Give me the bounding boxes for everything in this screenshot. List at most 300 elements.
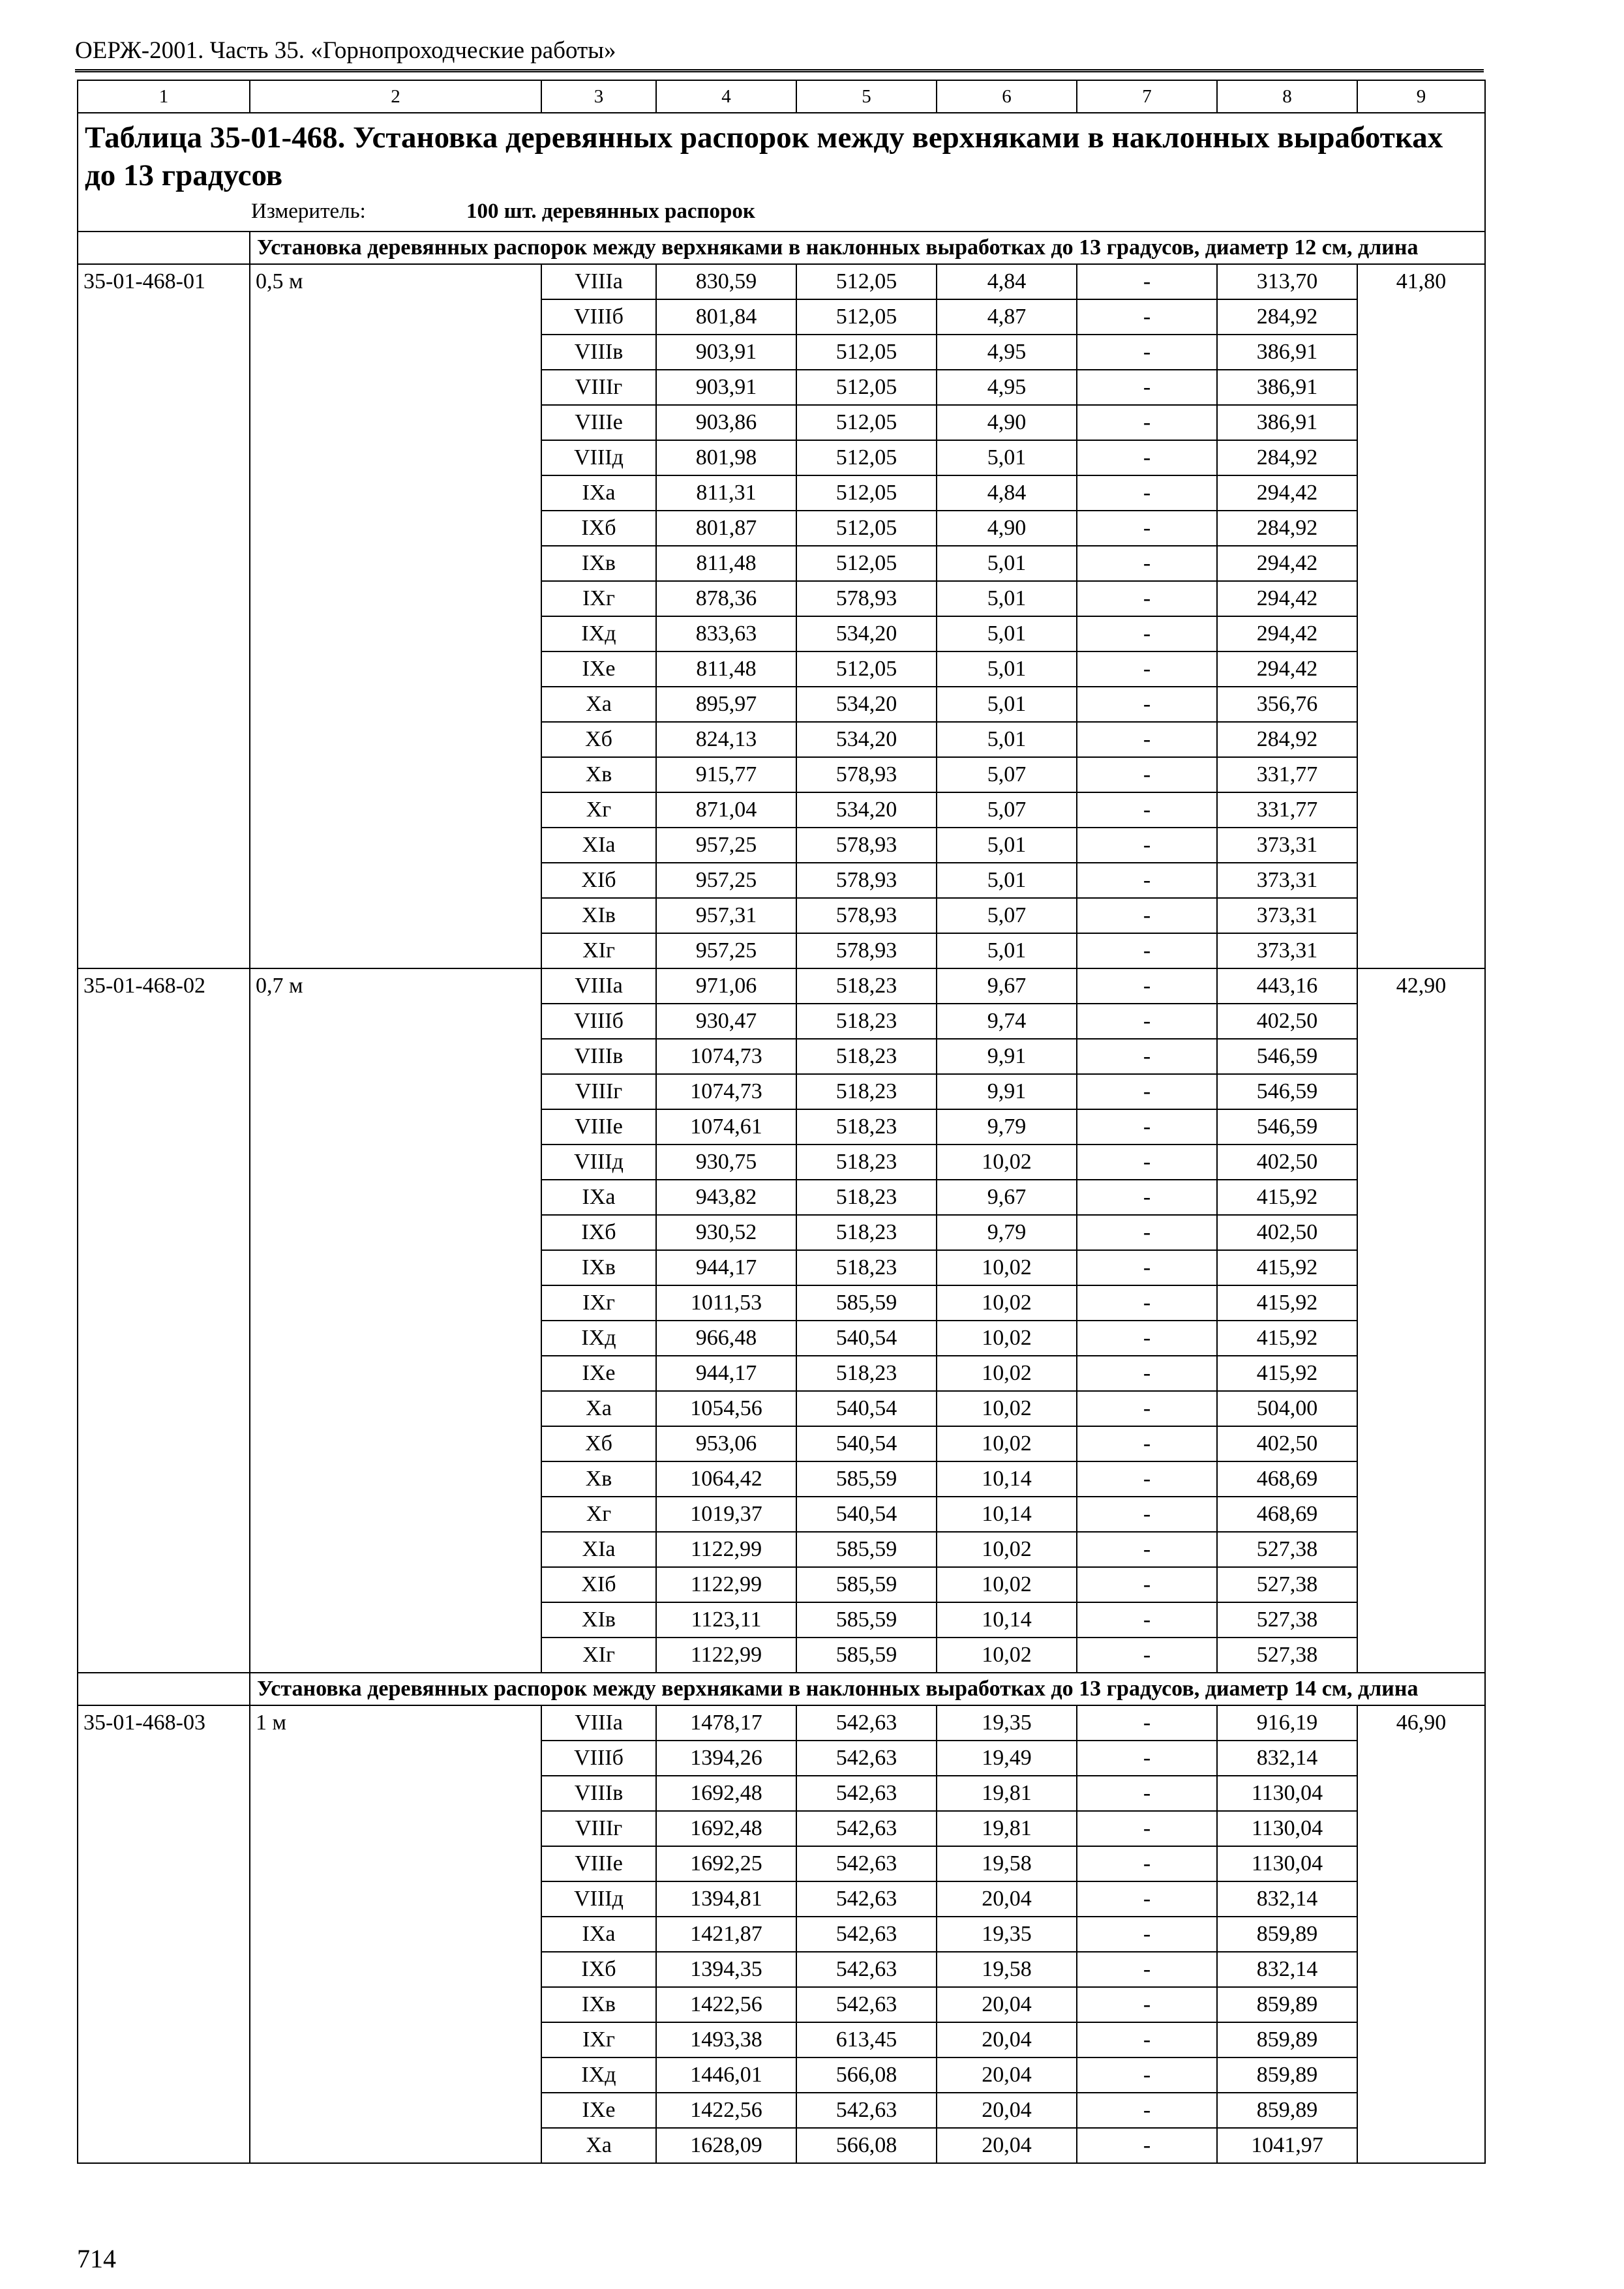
machinist-wages-cell: - — [1077, 511, 1217, 546]
machine-cost-cell: 19,49 — [937, 1741, 1077, 1776]
column-number: 2 — [250, 80, 541, 113]
materials-cell: 468,69 — [1217, 1497, 1357, 1532]
total-cost-cell: 1394,26 — [656, 1741, 796, 1776]
wages-cell: 534,20 — [796, 687, 937, 722]
total-cost-cell: 895,97 — [656, 687, 796, 722]
materials-cell: 832,14 — [1217, 1952, 1357, 1987]
machinist-wages-cell: - — [1077, 1321, 1217, 1356]
machine-cost-cell: 10,02 — [937, 1250, 1077, 1285]
category-cell: IXб — [541, 1215, 656, 1250]
wages-cell: 518,23 — [796, 1004, 937, 1039]
category-cell: Xб — [541, 722, 656, 757]
category-cell: XIб — [541, 863, 656, 898]
category-cell: XIг — [541, 933, 656, 968]
machinist-wages-cell: - — [1077, 687, 1217, 722]
total-cost-cell: 944,17 — [656, 1250, 796, 1285]
machinist-wages-cell: - — [1077, 1180, 1217, 1215]
wages-cell: 542,63 — [796, 1741, 937, 1776]
wages-cell: 512,05 — [796, 475, 937, 511]
machine-cost-cell: 5,01 — [937, 440, 1077, 475]
category-cell: VIIIг — [541, 1074, 656, 1109]
total-cost-cell: 1123,11 — [656, 1602, 796, 1638]
materials-cell: 294,42 — [1217, 546, 1357, 581]
machine-cost-cell: 4,90 — [937, 511, 1077, 546]
wages-cell: 585,59 — [796, 1461, 937, 1497]
category-cell: VIIIд — [541, 1881, 656, 1917]
wages-cell: 585,59 — [796, 1602, 937, 1638]
machinist-wages-cell: - — [1077, 1952, 1217, 1987]
machinist-wages-cell: - — [1077, 1356, 1217, 1391]
machine-cost-cell: 4,95 — [937, 370, 1077, 405]
total-cost-cell: 903,91 — [656, 370, 796, 405]
materials-cell: 294,42 — [1217, 581, 1357, 616]
machinist-wages-cell: - — [1077, 1811, 1217, 1846]
total-cost-cell: 944,17 — [656, 1356, 796, 1391]
category-cell: IXд — [541, 2057, 656, 2093]
category-cell: IXг — [541, 2022, 656, 2057]
machine-cost-cell: 5,01 — [937, 863, 1077, 898]
category-cell: VIIIе — [541, 1109, 656, 1144]
machinist-wages-cell: - — [1077, 1109, 1217, 1144]
materials-cell: 859,89 — [1217, 2057, 1357, 2093]
machinist-wages-cell: - — [1077, 1741, 1217, 1776]
machine-cost-cell: 5,01 — [937, 546, 1077, 581]
labor-cost-cell: 41,80 — [1357, 264, 1485, 968]
machine-cost-cell: 19,35 — [937, 1917, 1077, 1952]
machinist-wages-cell: - — [1077, 1391, 1217, 1426]
machine-cost-cell: 9,67 — [937, 968, 1077, 1004]
column-number: 8 — [1217, 80, 1357, 113]
machine-cost-cell: 9,91 — [937, 1074, 1077, 1109]
materials-cell: 331,77 — [1217, 757, 1357, 792]
machine-cost-cell: 19,58 — [937, 1952, 1077, 1987]
machine-cost-cell: 9,79 — [937, 1109, 1077, 1144]
materials-cell: 402,50 — [1217, 1215, 1357, 1250]
unit-value: 100 шт. деревянных распорок — [466, 200, 755, 223]
total-cost-cell: 1493,38 — [656, 2022, 796, 2057]
materials-cell: 415,92 — [1217, 1250, 1357, 1285]
category-cell: Xа — [541, 2128, 656, 2163]
total-cost-cell: 930,52 — [656, 1215, 796, 1250]
wages-cell: 578,93 — [796, 757, 937, 792]
total-cost-cell: 1011,53 — [656, 1285, 796, 1321]
table-row — [78, 1705, 1485, 1741]
materials-cell: 356,76 — [1217, 687, 1357, 722]
machinist-wages-cell: - — [1077, 1004, 1217, 1039]
materials-cell: 415,92 — [1217, 1285, 1357, 1321]
machinist-wages-cell: - — [1077, 1917, 1217, 1952]
wages-cell: 512,05 — [796, 440, 937, 475]
machinist-wages-cell: - — [1077, 863, 1217, 898]
total-cost-cell: 811,48 — [656, 546, 796, 581]
category-cell: VIIIб — [541, 1741, 656, 1776]
category-cell: Xа — [541, 1391, 656, 1426]
total-cost-cell: 833,63 — [656, 616, 796, 651]
total-cost-cell: 801,87 — [656, 511, 796, 546]
wages-cell: 578,93 — [796, 933, 937, 968]
labor-cost-cell: 42,90 — [1357, 968, 1485, 1673]
total-cost-cell: 1692,25 — [656, 1846, 796, 1881]
machine-cost-cell: 10,14 — [937, 1461, 1077, 1497]
total-cost-cell: 903,86 — [656, 405, 796, 440]
materials-cell: 284,92 — [1217, 511, 1357, 546]
machine-cost-cell: 10,14 — [937, 1497, 1077, 1532]
wages-cell: 534,20 — [796, 792, 937, 828]
machine-cost-cell: 19,35 — [937, 1705, 1077, 1741]
subheading-empty-cell — [78, 232, 250, 264]
machinist-wages-cell: - — [1077, 1215, 1217, 1250]
category-cell: VIIIа — [541, 968, 656, 1004]
machinist-wages-cell: - — [1077, 2093, 1217, 2128]
unit-label: Измеритель: — [251, 200, 366, 223]
machinist-wages-cell: - — [1077, 264, 1217, 299]
wages-cell: 540,54 — [796, 1497, 937, 1532]
materials-cell: 859,89 — [1217, 1917, 1357, 1952]
materials-cell: 284,92 — [1217, 440, 1357, 475]
machinist-wages-cell: - — [1077, 581, 1217, 616]
machine-cost-cell: 10,02 — [937, 1391, 1077, 1426]
total-cost-cell: 811,31 — [656, 475, 796, 511]
table-row — [78, 264, 1485, 299]
category-cell: VIIIв — [541, 335, 656, 370]
machinist-wages-cell: - — [1077, 2057, 1217, 2093]
wages-cell: 540,54 — [796, 1321, 937, 1356]
wages-cell: 542,63 — [796, 1917, 937, 1952]
total-cost-cell: 1421,87 — [656, 1917, 796, 1952]
materials-cell: 373,31 — [1217, 933, 1357, 968]
materials-cell: 504,00 — [1217, 1391, 1357, 1426]
total-cost-cell: 1692,48 — [656, 1811, 796, 1846]
materials-cell: 294,42 — [1217, 616, 1357, 651]
total-cost-cell: 801,98 — [656, 440, 796, 475]
total-cost-cell: 971,06 — [656, 968, 796, 1004]
category-cell: VIIIе — [541, 405, 656, 440]
category-cell: VIIIд — [541, 440, 656, 475]
total-cost-cell: 824,13 — [656, 722, 796, 757]
wages-cell: 518,23 — [796, 1215, 937, 1250]
materials-cell: 386,91 — [1217, 405, 1357, 440]
wages-cell: 512,05 — [796, 299, 937, 335]
machine-cost-cell: 9,79 — [937, 1215, 1077, 1250]
total-cost-cell: 1422,56 — [656, 1987, 796, 2022]
materials-cell: 916,19 — [1217, 1705, 1357, 1741]
wages-cell: 542,63 — [796, 1846, 937, 1881]
wages-cell: 512,05 — [796, 405, 937, 440]
category-cell: IXв — [541, 1987, 656, 2022]
category-cell: Xв — [541, 1461, 656, 1497]
category-cell: XIа — [541, 828, 656, 863]
machinist-wages-cell: - — [1077, 792, 1217, 828]
machine-cost-cell: 9,74 — [937, 1004, 1077, 1039]
total-cost-cell: 871,04 — [656, 792, 796, 828]
machinist-wages-cell: - — [1077, 1705, 1217, 1741]
materials-cell: 527,38 — [1217, 1532, 1357, 1567]
wages-cell: 585,59 — [796, 1285, 937, 1321]
machine-cost-cell: 5,07 — [937, 757, 1077, 792]
machinist-wages-cell: - — [1077, 651, 1217, 687]
machine-cost-cell: 5,01 — [937, 687, 1077, 722]
materials-cell: 859,89 — [1217, 2022, 1357, 2057]
machinist-wages-cell: - — [1077, 1567, 1217, 1602]
total-cost-cell: 915,77 — [656, 757, 796, 792]
materials-cell: 402,50 — [1217, 1426, 1357, 1461]
machine-cost-cell: 5,01 — [937, 828, 1077, 863]
category-cell: IXа — [541, 475, 656, 511]
machine-cost-cell: 4,87 — [937, 299, 1077, 335]
materials-cell: 284,92 — [1217, 299, 1357, 335]
column-number-row — [78, 80, 1485, 113]
machinist-wages-cell: - — [1077, 1426, 1217, 1461]
wages-cell: 518,23 — [796, 1109, 937, 1144]
machine-cost-cell: 10,02 — [937, 1567, 1077, 1602]
wages-cell: 542,63 — [796, 1952, 937, 1987]
total-cost-cell: 1074,73 — [656, 1039, 796, 1074]
wages-cell: 512,05 — [796, 511, 937, 546]
category-cell: IXв — [541, 1250, 656, 1285]
category-cell: VIIIв — [541, 1776, 656, 1811]
materials-cell: 415,92 — [1217, 1180, 1357, 1215]
wages-cell: 542,63 — [796, 2093, 937, 2128]
wages-cell: 518,23 — [796, 968, 937, 1004]
machinist-wages-cell: - — [1077, 1776, 1217, 1811]
machine-cost-cell: 20,04 — [937, 1987, 1077, 2022]
wages-cell: 542,63 — [796, 1987, 937, 2022]
total-cost-cell: 957,25 — [656, 863, 796, 898]
machinist-wages-cell: - — [1077, 1285, 1217, 1321]
total-cost-cell: 930,75 — [656, 1144, 796, 1180]
section-subheading: Установка деревянных распорок между верхняками в наклонных выработках до 13 градусов, диаметр 12 см, длина — [250, 232, 1485, 264]
total-cost-cell: 1074,61 — [656, 1109, 796, 1144]
column-number: 1 — [78, 80, 250, 113]
length-value: 1 м — [250, 1705, 541, 2163]
machinist-wages-cell: - — [1077, 1250, 1217, 1285]
wages-cell: 518,23 — [796, 1039, 937, 1074]
category-cell: VIIIе — [541, 1846, 656, 1881]
total-cost-cell: 878,36 — [656, 581, 796, 616]
total-cost-cell: 1478,17 — [656, 1705, 796, 1741]
total-cost-cell: 1446,01 — [656, 2057, 796, 2093]
category-cell: IXе — [541, 1356, 656, 1391]
machinist-wages-cell: - — [1077, 335, 1217, 370]
table-body — [78, 80, 1485, 2163]
machine-cost-cell: 20,04 — [937, 1881, 1077, 1917]
materials-cell: 294,42 — [1217, 475, 1357, 511]
materials-cell: 859,89 — [1217, 1987, 1357, 2022]
category-cell: VIIIа — [541, 264, 656, 299]
machine-cost-cell: 20,04 — [937, 2022, 1077, 2057]
machinist-wages-cell: - — [1077, 722, 1217, 757]
wages-cell: 518,23 — [796, 1250, 937, 1285]
machinist-wages-cell: - — [1077, 299, 1217, 335]
materials-cell: 1130,04 — [1217, 1776, 1357, 1811]
norm-code: 35-01-468-03 — [78, 1705, 250, 2163]
machine-cost-cell: 20,04 — [937, 2093, 1077, 2128]
table-title: Таблица 35-01-468. Установка деревянных распорок между верхняками в наклонных выработках до 13 градусов — [85, 121, 1443, 192]
machine-cost-cell: 9,91 — [937, 1039, 1077, 1074]
wages-cell: 518,23 — [796, 1180, 937, 1215]
total-cost-cell: 1394,35 — [656, 1952, 796, 1987]
category-cell: XIв — [541, 898, 656, 933]
total-cost-cell: 830,59 — [656, 264, 796, 299]
machinist-wages-cell: - — [1077, 1638, 1217, 1673]
machine-cost-cell: 19,58 — [937, 1846, 1077, 1881]
category-cell: VIIIб — [541, 1004, 656, 1039]
machine-cost-cell: 4,90 — [937, 405, 1077, 440]
materials-cell: 546,59 — [1217, 1039, 1357, 1074]
machinist-wages-cell: - — [1077, 546, 1217, 581]
machine-cost-cell: 5,01 — [937, 722, 1077, 757]
category-cell: IXв — [541, 546, 656, 581]
materials-cell: 1130,04 — [1217, 1811, 1357, 1846]
total-cost-cell: 957,25 — [656, 828, 796, 863]
materials-cell: 527,38 — [1217, 1567, 1357, 1602]
materials-cell: 331,77 — [1217, 792, 1357, 828]
machine-cost-cell: 19,81 — [937, 1811, 1077, 1846]
machinist-wages-cell: - — [1077, 475, 1217, 511]
materials-cell: 468,69 — [1217, 1461, 1357, 1497]
wages-cell: 512,05 — [796, 264, 937, 299]
category-cell: IXд — [541, 616, 656, 651]
wages-cell: 585,59 — [796, 1567, 937, 1602]
wages-cell: 566,08 — [796, 2057, 937, 2093]
wages-cell: 540,54 — [796, 1391, 937, 1426]
materials-cell: 546,59 — [1217, 1074, 1357, 1109]
wages-cell: 578,93 — [796, 581, 937, 616]
page-number: 714 — [77, 2244, 116, 2273]
category-cell: Xг — [541, 792, 656, 828]
total-cost-cell: 1064,42 — [656, 1461, 796, 1497]
materials-cell: 859,89 — [1217, 2093, 1357, 2128]
wages-cell: 578,93 — [796, 828, 937, 863]
length-value: 0,7 м — [250, 968, 541, 1673]
materials-cell: 294,42 — [1217, 651, 1357, 687]
machinist-wages-cell: - — [1077, 828, 1217, 863]
machinist-wages-cell: - — [1077, 405, 1217, 440]
wages-cell: 578,93 — [796, 863, 937, 898]
wages-cell: 534,20 — [796, 722, 937, 757]
wages-cell: 566,08 — [796, 2128, 937, 2163]
machinist-wages-cell: - — [1077, 1497, 1217, 1532]
total-cost-cell: 1122,99 — [656, 1567, 796, 1602]
total-cost-cell: 1692,48 — [656, 1776, 796, 1811]
materials-cell: 832,14 — [1217, 1741, 1357, 1776]
wages-cell: 540,54 — [796, 1426, 937, 1461]
machine-cost-cell: 10,02 — [937, 1144, 1077, 1180]
materials-cell: 527,38 — [1217, 1638, 1357, 1673]
column-number: 7 — [1077, 80, 1217, 113]
wages-cell: 518,23 — [796, 1074, 937, 1109]
materials-cell: 527,38 — [1217, 1602, 1357, 1638]
category-cell: XIб — [541, 1567, 656, 1602]
category-cell: IXа — [541, 1180, 656, 1215]
machinist-wages-cell: - — [1077, 2022, 1217, 2057]
machine-cost-cell: 10,02 — [937, 1285, 1077, 1321]
total-cost-cell: 1019,37 — [656, 1497, 796, 1532]
total-cost-cell: 801,84 — [656, 299, 796, 335]
total-cost-cell: 1074,73 — [656, 1074, 796, 1109]
machine-cost-cell: 10,02 — [937, 1426, 1077, 1461]
materials-cell: 443,16 — [1217, 968, 1357, 1004]
category-cell: IXе — [541, 651, 656, 687]
title-row — [78, 113, 1485, 232]
machine-cost-cell: 5,01 — [937, 581, 1077, 616]
length-value: 0,5 м — [250, 264, 541, 968]
unit-line — [251, 197, 1478, 226]
title-cell — [78, 113, 1485, 232]
machine-cost-cell: 10,02 — [937, 1638, 1077, 1673]
machine-cost-cell: 5,07 — [937, 792, 1077, 828]
materials-cell: 313,70 — [1217, 264, 1357, 299]
wages-cell: 542,63 — [796, 1705, 937, 1741]
machinist-wages-cell: - — [1077, 1881, 1217, 1917]
machine-cost-cell: 10,02 — [937, 1356, 1077, 1391]
category-cell: IXд — [541, 1321, 656, 1356]
materials-cell: 402,50 — [1217, 1004, 1357, 1039]
machine-cost-cell: 9,67 — [937, 1180, 1077, 1215]
machine-cost-cell: 4,95 — [937, 335, 1077, 370]
total-cost-cell: 811,48 — [656, 651, 796, 687]
machinist-wages-cell: - — [1077, 616, 1217, 651]
machine-cost-cell: 20,04 — [937, 2128, 1077, 2163]
category-cell: VIIIб — [541, 299, 656, 335]
norm-code: 35-01-468-01 — [78, 264, 250, 968]
machinist-wages-cell: - — [1077, 1039, 1217, 1074]
norms-table — [77, 80, 1486, 2164]
materials-cell: 386,91 — [1217, 335, 1357, 370]
materials-cell: 1130,04 — [1217, 1846, 1357, 1881]
category-cell: IXе — [541, 2093, 656, 2128]
materials-cell: 284,92 — [1217, 722, 1357, 757]
machinist-wages-cell: - — [1077, 1846, 1217, 1881]
category-cell: Xа — [541, 687, 656, 722]
category-cell: XIв — [541, 1602, 656, 1638]
total-cost-cell: 1422,56 — [656, 2093, 796, 2128]
column-number: 3 — [541, 80, 656, 113]
machine-cost-cell: 5,01 — [937, 933, 1077, 968]
materials-cell: 373,31 — [1217, 863, 1357, 898]
table-row — [78, 968, 1485, 1004]
wages-cell: 585,59 — [796, 1532, 937, 1567]
total-cost-cell: 1054,56 — [656, 1391, 796, 1426]
machinist-wages-cell: - — [1077, 898, 1217, 933]
category-cell: IXг — [541, 1285, 656, 1321]
section-subheading: Установка деревянных распорок между верхняками в наклонных выработках до 13 градусов, диаметр 14 см, длина — [250, 1673, 1485, 1705]
materials-cell: 415,92 — [1217, 1356, 1357, 1391]
machine-cost-cell: 4,84 — [937, 264, 1077, 299]
norm-code: 35-01-468-02 — [78, 968, 250, 1673]
category-cell: VIIIд — [541, 1144, 656, 1180]
category-cell: IXг — [541, 581, 656, 616]
wages-cell: 578,93 — [796, 898, 937, 933]
machinist-wages-cell: - — [1077, 1074, 1217, 1109]
wages-cell: 542,63 — [796, 1881, 937, 1917]
machinist-wages-cell: - — [1077, 1461, 1217, 1497]
total-cost-cell: 953,06 — [656, 1426, 796, 1461]
machine-cost-cell: 5,07 — [937, 898, 1077, 933]
machinist-wages-cell: - — [1077, 370, 1217, 405]
total-cost-cell: 1122,99 — [656, 1638, 796, 1673]
materials-cell: 386,91 — [1217, 370, 1357, 405]
machinist-wages-cell: - — [1077, 1987, 1217, 2022]
materials-cell: 402,50 — [1217, 1144, 1357, 1180]
machinist-wages-cell: - — [1077, 968, 1217, 1004]
labor-cost-cell: 46,90 — [1357, 1705, 1485, 2163]
total-cost-cell: 903,91 — [656, 335, 796, 370]
category-cell: VIIIв — [541, 1039, 656, 1074]
column-number: 5 — [796, 80, 937, 113]
wages-cell: 518,23 — [796, 1144, 937, 1180]
column-number: 6 — [937, 80, 1077, 113]
